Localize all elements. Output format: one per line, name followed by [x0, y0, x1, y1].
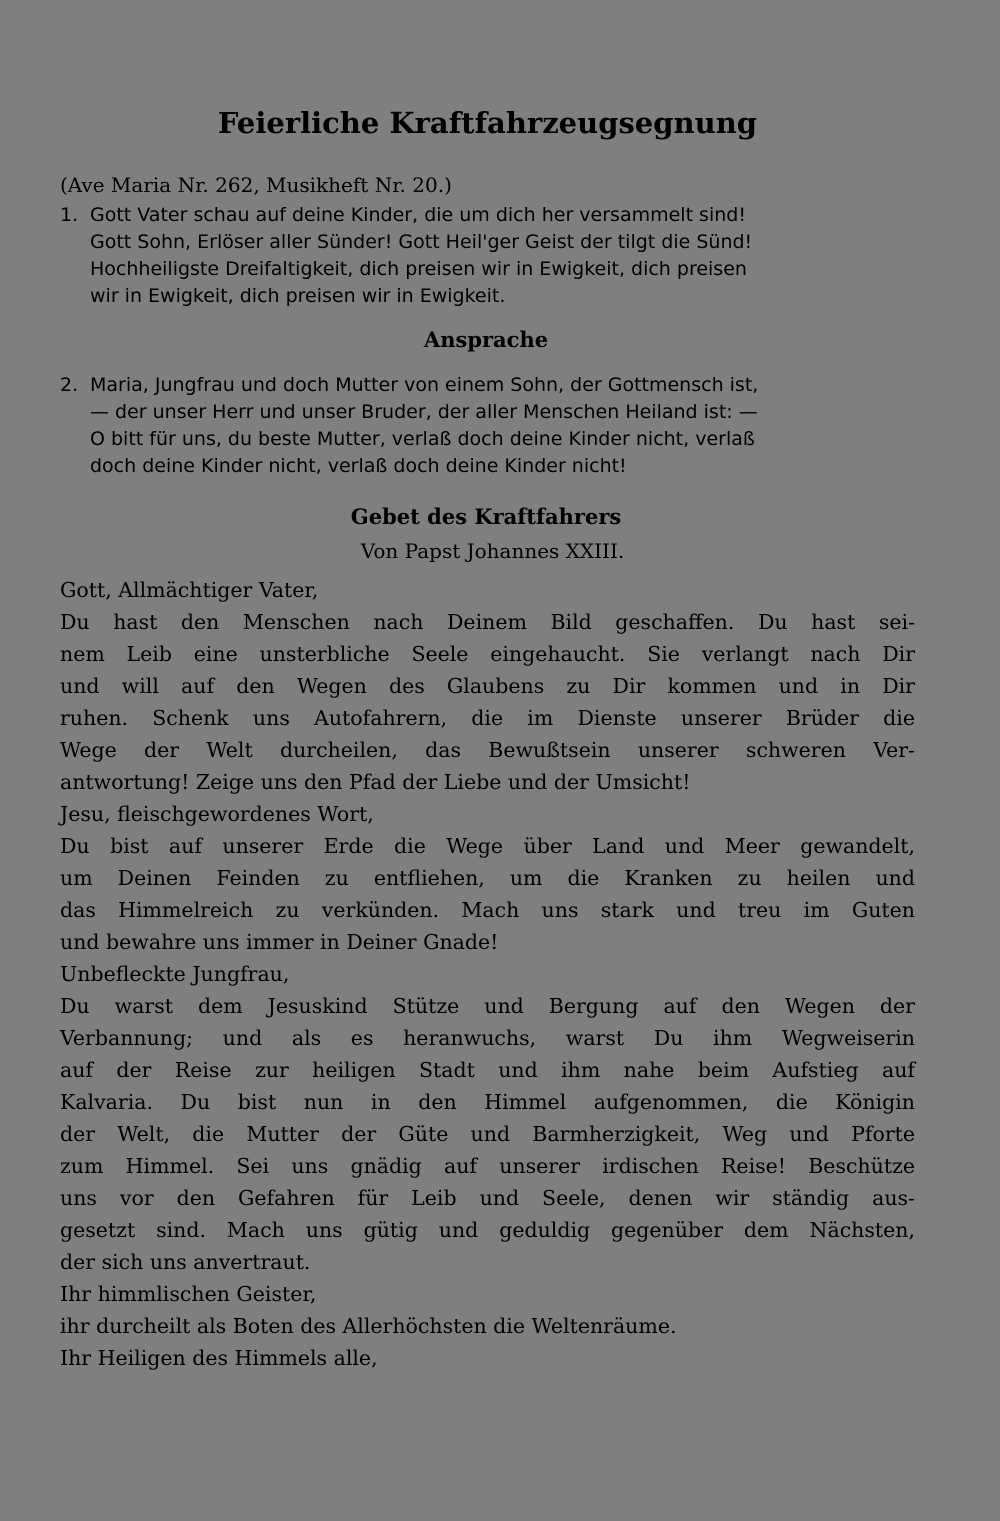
- hymn-line: [60, 426, 920, 453]
- prayer-text: [60, 574, 915, 1374]
- prayer-line: der sich uns anvertraut.: [60, 1250, 311, 1274]
- prayer-line: und will auf den Wegen des Glaubens zu Dir kommen und in Dir: [60, 674, 915, 698]
- prayer-line: gesetzt sind. Mach uns gütig und geduldig gegenüber dem Nächsten,: [60, 1218, 915, 1242]
- hymn-line: [60, 453, 920, 480]
- section-heading-ansprache: Ansprache: [423, 327, 549, 352]
- page-title: Feierliche Kraftfahrzeugsegnung: [217, 106, 758, 140]
- prayer-line: ruhen. Schenk uns Autofahrern, die im Dienste unserer Brüder die: [60, 706, 915, 730]
- verse-number: 2.: [60, 374, 79, 396]
- prayer-line: nem Leib eine unsterbliche Seele eingehaucht. Sie verlangt nach Dir: [60, 642, 915, 666]
- hymn-line: [60, 283, 920, 310]
- hymn-line-text: O bitt für uns, du beste Mutter, verlaß doch deine Kinder nicht, verlaß: [90, 428, 755, 450]
- prayer-line: Kalvaria. Du bist nun in den Himmel aufgenommen, die Königin: [60, 1090, 915, 1114]
- prayer-line: um Deinen Feinden zu entfliehen, um die Kranken zu heilen und: [60, 866, 915, 890]
- hymn-line-text: doch deine Kinder nicht, verlaß doch deine Kinder nicht!: [90, 455, 627, 477]
- prayer-line: Du warst dem Jesuskind Stütze und Bergung auf den Wegen der: [60, 994, 915, 1018]
- prayer-line: Du hast den Menschen nach Deinem Bild geschaffen. Du hast sei-: [60, 610, 915, 634]
- hymnal-reference: (Ave Maria Nr. 262, Musikheft Nr. 20.): [60, 173, 452, 197]
- prayer-line: Verbannung; und als es heranwuchs, warst Du ihm Wegweiserin: [60, 1026, 915, 1050]
- hymn-line-text: — der unser Herr und unser Bruder, der aller Menschen Heiland ist: —: [90, 401, 758, 423]
- prayer-line: Du bist auf unserer Erde die Wege über Land und Meer gewandelt,: [60, 834, 915, 858]
- hymn-line: [60, 256, 920, 283]
- hymn-line: [60, 399, 920, 426]
- hymn-line-text: Maria, Jungfrau und doch Mutter von einem Sohn, der Gottmensch ist,: [90, 374, 759, 396]
- section-subheading-author: Von Papst Johannes XXIII.: [360, 539, 625, 563]
- verse-number: 1.: [60, 204, 79, 226]
- prayer-line: und bewahre uns immer in Deiner Gnade!: [60, 930, 499, 954]
- prayer-line: Unbefleckte Jungfrau,: [60, 962, 290, 986]
- prayer-line: das Himmelreich zu verkünden. Mach uns stark und treu im Guten: [60, 898, 915, 922]
- prayer-line: der Welt, die Mutter der Güte und Barmherzigkeit, Weg und Pforte: [60, 1122, 915, 1146]
- prayer-line: uns vor den Gefahren für Leib und Seele, denen wir ständig aus-: [60, 1186, 915, 1210]
- prayer-line: Wege der Welt durcheilen, das Bewußtsein unserer schweren Ver-: [60, 738, 915, 762]
- prayer-line: Gott, Allmächtiger Vater,: [60, 578, 319, 602]
- prayer-line: auf der Reise zur heiligen Stadt und ihm nahe beim Aufstieg auf: [60, 1058, 915, 1082]
- hymn-line: [60, 229, 920, 256]
- hymn-line-text: wir in Ewigkeit, dich preisen wir in Ewigkeit.: [90, 285, 506, 307]
- hymn-line-text: Hochheiligste Dreifaltigkeit, dich preisen wir in Ewigkeit, dich preisen: [90, 258, 747, 280]
- hymn-line-text: Gott Vater schau auf deine Kinder, die um dich her versammelt sind!: [90, 204, 746, 226]
- hymn-line: [60, 202, 920, 229]
- prayer-line: zum Himmel. Sei uns gnädig auf unserer irdischen Reise! Beschütze: [60, 1154, 915, 1178]
- section-heading-gebet: Gebet des Kraftfahrers: [350, 504, 622, 529]
- hymn-line: [60, 372, 920, 399]
- hymn-verse-1: [60, 202, 920, 310]
- prayer-line: Ihr Heiligen des Himmels alle,: [60, 1346, 378, 1370]
- prayer-line: ihr durcheilt als Boten des Allerhöchsten die Weltenräume.: [60, 1314, 677, 1338]
- prayer-line: antwortung! Zeige uns den Pfad der Liebe und der Umsicht!: [60, 770, 691, 794]
- prayer-line: Ihr himmlischen Geister,: [60, 1282, 317, 1306]
- hymn-line-text: Gott Sohn, Erlöser aller Sünder! Gott Heil'ger Geist der tilgt die Sünd!: [90, 231, 753, 253]
- prayer-line: Jesu, fleischgewordenes Wort,: [60, 802, 374, 826]
- hymn-verse-2: [60, 372, 920, 480]
